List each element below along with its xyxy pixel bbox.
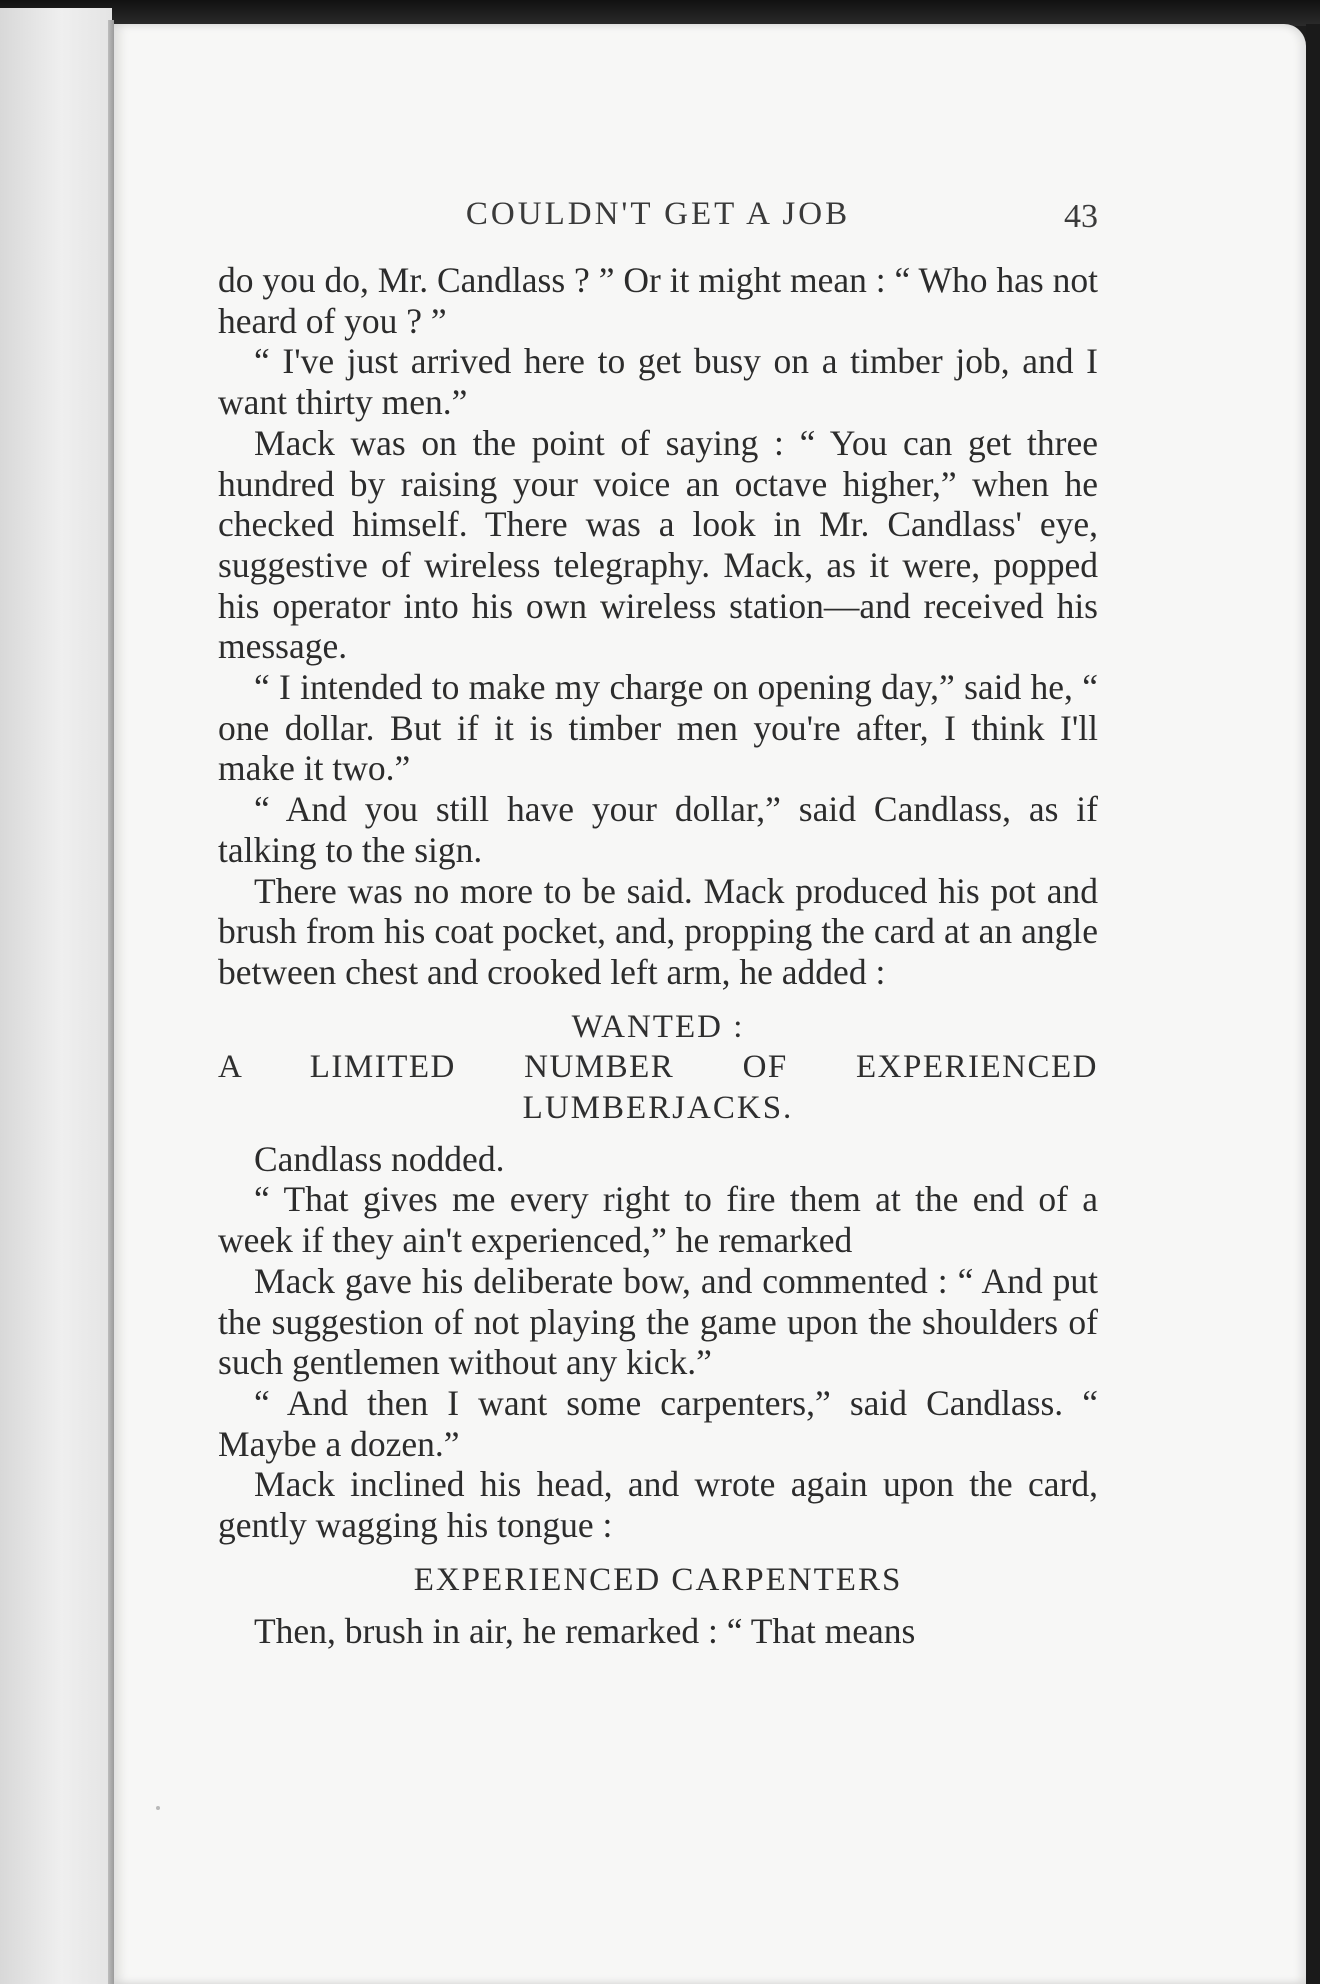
paragraph: do you do, Mr. Candlass ? ” Or it might mean : “ Who has not heard of you ? ” xyxy=(218,260,1098,341)
scan-right-border xyxy=(1306,24,1320,1984)
scan-top-border xyxy=(0,0,1320,26)
running-head xyxy=(218,190,1098,260)
body-text xyxy=(218,260,1098,1651)
page-number: 43 xyxy=(1064,198,1098,235)
page-text-block xyxy=(218,190,1098,1651)
paragraph: Candlass nodded. xyxy=(254,1138,505,1179)
sign-wanted-heading: WANTED : xyxy=(571,1008,745,1045)
paragraph: Mack gave his deliberate bow, and commented : “ And put the suggestion of not playing the game upon the shoulders of such gentlemen without any kick.” xyxy=(218,1260,1098,1383)
paragraph: Then, brush in air, he remarked : “ That means xyxy=(254,1610,916,1651)
paragraph: There was no more to be said. Mack produced his pot and brush from his coat pocket, and, propping the card at an angle between chest and crooked left arm, he added : xyxy=(218,870,1098,992)
dust-speck xyxy=(156,1806,160,1810)
sign-carpenters: EXPERIENCED CARPENTERS xyxy=(413,1561,903,1598)
paragraph: “ And then I want some carpenters,” said Candlass. “ Maybe a dozen.” xyxy=(218,1382,1098,1464)
paragraph: Mack inclined his head, and wrote again upon the card, gently wagging his tongue : xyxy=(218,1464,1098,1546)
paragraph: “ I've just arrived here to get busy on a timber job, and I want thirty men.” xyxy=(218,341,1098,423)
running-title: COULDN'T GET A JOB xyxy=(465,196,851,232)
paragraph: Mack was on the point of saying : “ You can get three hundred by raising your voice an octave higher,” when he checked himself. There was a look in Mr. Candlass' eye, suggestive of wireless telegraphy. Mack, as it were, popped his operator into his own wireless station—and received his message. xyxy=(218,422,1098,667)
paragraph: “ And you still have your dollar,” said Candlass, as if talking to the sign. xyxy=(218,789,1098,870)
facing-page-edge xyxy=(0,8,112,1984)
paragraph: “ That gives me every right to fire them at the end of a week if they ain't experienced,” he remarked xyxy=(218,1179,1098,1261)
sign-wanted-line: LUMBERJACKS. xyxy=(522,1090,794,1127)
sign-wanted-line: A LIMITED NUMBER OF EXPERIENCED xyxy=(218,1049,1098,1086)
paragraph: “ I intended to make my charge on opening day,” said he, “ one dollar. But if it is timber men you're after, I think I'll make it two.” xyxy=(218,667,1098,789)
